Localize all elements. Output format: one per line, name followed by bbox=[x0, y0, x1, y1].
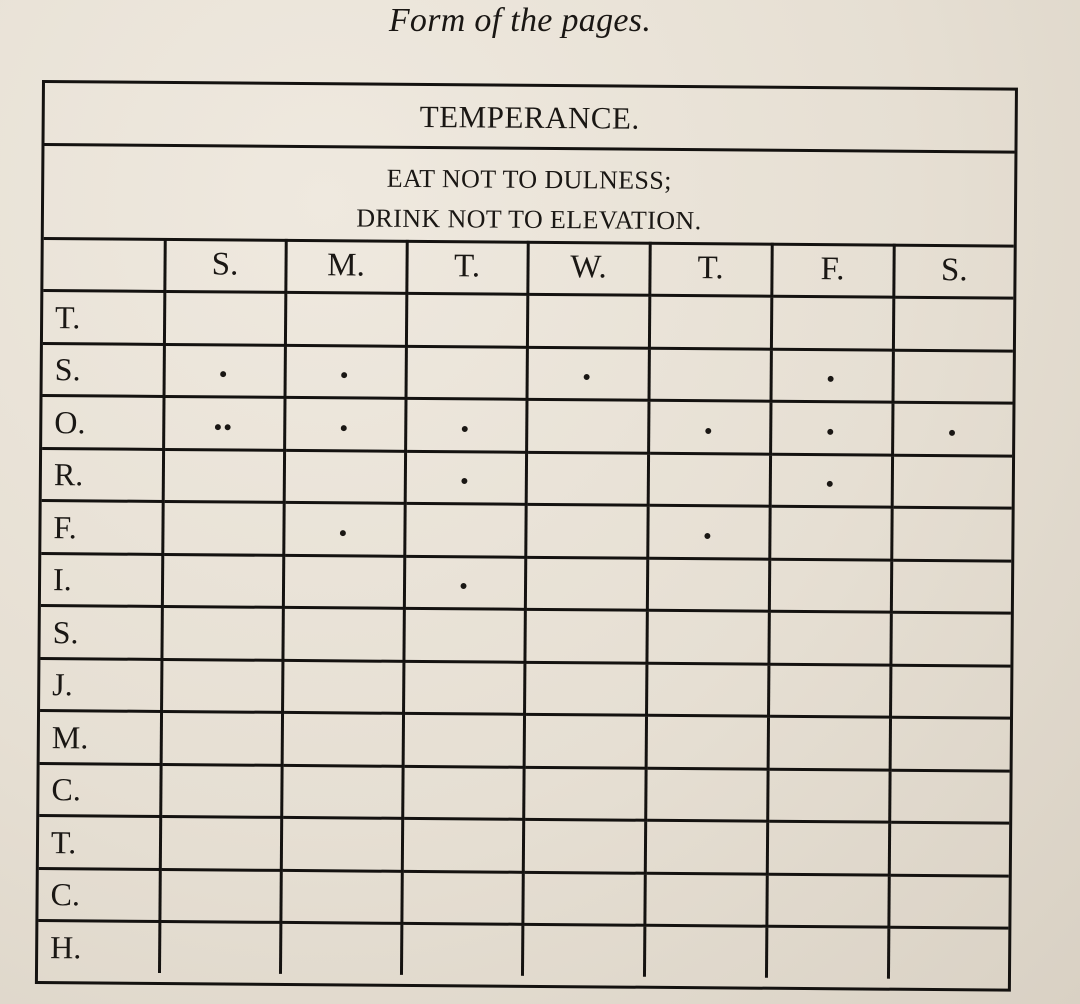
page-caption: Form of the pages. bbox=[388, 2, 652, 39]
day-cell bbox=[770, 401, 892, 454]
virtue-row bbox=[42, 396, 1012, 456]
day-cell bbox=[522, 872, 644, 925]
day-cell bbox=[888, 927, 1008, 979]
day-header: F. bbox=[771, 243, 893, 297]
day-cell bbox=[524, 662, 646, 715]
day-cell bbox=[645, 768, 767, 821]
day-cell bbox=[281, 765, 402, 818]
day-cell bbox=[646, 610, 768, 663]
day-cell bbox=[524, 714, 646, 767]
virtue-initial: S. bbox=[40, 606, 161, 659]
virtue-row bbox=[38, 868, 1008, 928]
day-cell bbox=[161, 659, 282, 712]
day-cell bbox=[527, 294, 649, 347]
virtue-initial: T. bbox=[39, 816, 160, 869]
day-header: M. bbox=[285, 239, 406, 293]
weekly-grid bbox=[38, 237, 1014, 979]
day-cell bbox=[770, 454, 892, 507]
virtue-row bbox=[41, 553, 1011, 613]
day-cell bbox=[645, 820, 767, 873]
fault-mark: • bbox=[704, 417, 715, 444]
day-cell bbox=[889, 822, 1009, 875]
day-cell bbox=[162, 501, 283, 554]
day-cell bbox=[161, 606, 282, 659]
day-cell bbox=[405, 398, 526, 451]
virtue-row bbox=[42, 448, 1012, 508]
virtue-initial: S. bbox=[43, 343, 164, 396]
day-cell bbox=[401, 871, 522, 924]
day-cell bbox=[403, 713, 524, 766]
virtue-initial: R. bbox=[42, 448, 163, 501]
day-header: T. bbox=[649, 242, 771, 296]
virtue-row bbox=[38, 920, 1008, 979]
day-cell bbox=[889, 770, 1009, 823]
day-cell bbox=[766, 874, 888, 927]
fault-mark: • bbox=[459, 573, 470, 599]
day-cell bbox=[890, 612, 1010, 665]
virtue-initial: J. bbox=[40, 658, 161, 711]
day-cell bbox=[283, 555, 404, 608]
precept-line-1: EAT NOT TO DULNESS; bbox=[386, 163, 672, 195]
day-cell bbox=[649, 348, 771, 401]
day-cell bbox=[163, 449, 284, 502]
day-cell bbox=[647, 505, 769, 558]
day-cell bbox=[525, 504, 647, 557]
day-cell bbox=[648, 400, 770, 453]
day-cell bbox=[402, 818, 523, 871]
day-cell bbox=[892, 402, 1012, 455]
virtue-initial: O. bbox=[42, 396, 163, 449]
day-cell bbox=[524, 609, 646, 662]
virtue-row bbox=[40, 606, 1010, 666]
fault-mark: • bbox=[338, 520, 349, 546]
day-cell bbox=[893, 297, 1013, 350]
day-cell bbox=[522, 924, 644, 976]
day-cell bbox=[160, 816, 281, 869]
fault-mark: • bbox=[825, 471, 836, 497]
day-cell bbox=[526, 452, 648, 505]
day-cell bbox=[526, 399, 648, 452]
fault-mark: • bbox=[826, 418, 837, 444]
day-cell bbox=[891, 560, 1011, 613]
day-cell bbox=[769, 506, 891, 559]
virtue-initial: C. bbox=[39, 763, 160, 816]
virtue-initial: T. bbox=[43, 291, 164, 344]
day-cell bbox=[766, 926, 888, 978]
day-cell bbox=[770, 349, 892, 402]
day-cell bbox=[160, 764, 281, 817]
virtue-row bbox=[43, 343, 1013, 403]
day-header: S. bbox=[164, 238, 285, 292]
virtue-initial: I. bbox=[41, 553, 162, 606]
day-cell bbox=[163, 396, 284, 449]
virtue-row bbox=[40, 658, 1010, 718]
fault-mark: • bbox=[582, 364, 593, 390]
day-cell bbox=[404, 503, 525, 556]
fault-mark: •• bbox=[213, 414, 234, 440]
day-cell bbox=[285, 292, 406, 345]
day-cell bbox=[768, 716, 890, 769]
day-cell bbox=[523, 767, 645, 820]
fault-mark: • bbox=[340, 362, 351, 388]
day-cell bbox=[527, 347, 649, 400]
day-cell bbox=[161, 711, 282, 764]
day-cell bbox=[401, 923, 522, 975]
day-cell bbox=[525, 557, 647, 610]
day-cell bbox=[164, 291, 285, 344]
corner-cell bbox=[43, 237, 164, 291]
virtue-initial: C. bbox=[38, 868, 159, 921]
fault-mark: • bbox=[219, 361, 230, 387]
day-cell bbox=[403, 661, 524, 714]
day-cell bbox=[644, 925, 766, 977]
day-cell bbox=[890, 665, 1010, 718]
day-cell bbox=[282, 607, 403, 660]
day-cell bbox=[282, 660, 403, 713]
virtue-initial: M. bbox=[40, 711, 161, 764]
virtue-initial: H. bbox=[38, 920, 159, 972]
fault-mark: • bbox=[339, 415, 350, 441]
day-cell bbox=[285, 345, 406, 398]
day-header: T. bbox=[406, 240, 527, 294]
virtue-precept bbox=[44, 143, 1015, 248]
day-cell bbox=[162, 554, 283, 607]
day-cell bbox=[523, 819, 645, 872]
day-cell bbox=[892, 350, 1012, 403]
day-cell bbox=[281, 817, 402, 870]
precept-line-2: DRINK NOT TO ELEVATION. bbox=[356, 203, 702, 236]
day-cell bbox=[280, 870, 401, 923]
fault-mark: • bbox=[460, 468, 471, 494]
virtue-initial: F. bbox=[41, 501, 162, 554]
day-cell bbox=[403, 608, 524, 661]
day-cell bbox=[159, 869, 280, 922]
day-cell bbox=[888, 875, 1008, 928]
day-cell bbox=[649, 295, 771, 348]
day-cell bbox=[890, 717, 1010, 770]
day-cell bbox=[282, 712, 403, 765]
virtue-title: TEMPERANCE. bbox=[44, 83, 1014, 154]
day-cell bbox=[164, 344, 285, 397]
day-cell bbox=[768, 664, 890, 717]
day-cell bbox=[891, 507, 1011, 560]
day-cell bbox=[767, 769, 889, 822]
virtue-row bbox=[40, 711, 1010, 771]
day-cell bbox=[771, 296, 893, 349]
day-cell bbox=[767, 821, 889, 874]
virtue-row bbox=[39, 816, 1009, 876]
virtue-row bbox=[43, 291, 1013, 351]
fault-mark: • bbox=[948, 419, 958, 445]
day-cell bbox=[646, 663, 768, 716]
fault-mark: • bbox=[703, 522, 714, 549]
day-cell bbox=[159, 921, 280, 973]
day-cell bbox=[406, 346, 527, 399]
fault-mark: • bbox=[460, 416, 471, 442]
day-header: W. bbox=[527, 241, 649, 295]
virtue-row bbox=[39, 763, 1009, 823]
day-cell bbox=[644, 873, 766, 926]
fault-mark: • bbox=[826, 366, 837, 392]
day-cell bbox=[404, 556, 525, 609]
virtue-chart bbox=[35, 80, 1018, 992]
day-cell bbox=[284, 450, 405, 503]
day-cell bbox=[647, 558, 769, 611]
day-cell bbox=[284, 397, 405, 450]
day-cell bbox=[283, 502, 404, 555]
day-cell bbox=[406, 293, 527, 346]
day-cell bbox=[769, 559, 891, 612]
day-header: S. bbox=[893, 244, 1013, 298]
day-cell bbox=[405, 451, 526, 504]
day-cell bbox=[280, 922, 401, 974]
day-cell bbox=[892, 455, 1012, 508]
day-cell bbox=[768, 611, 890, 664]
virtue-row bbox=[41, 501, 1011, 561]
day-cell bbox=[648, 453, 770, 506]
day-cell bbox=[646, 715, 768, 768]
day-header-row bbox=[43, 237, 1013, 298]
day-cell bbox=[402, 766, 523, 819]
